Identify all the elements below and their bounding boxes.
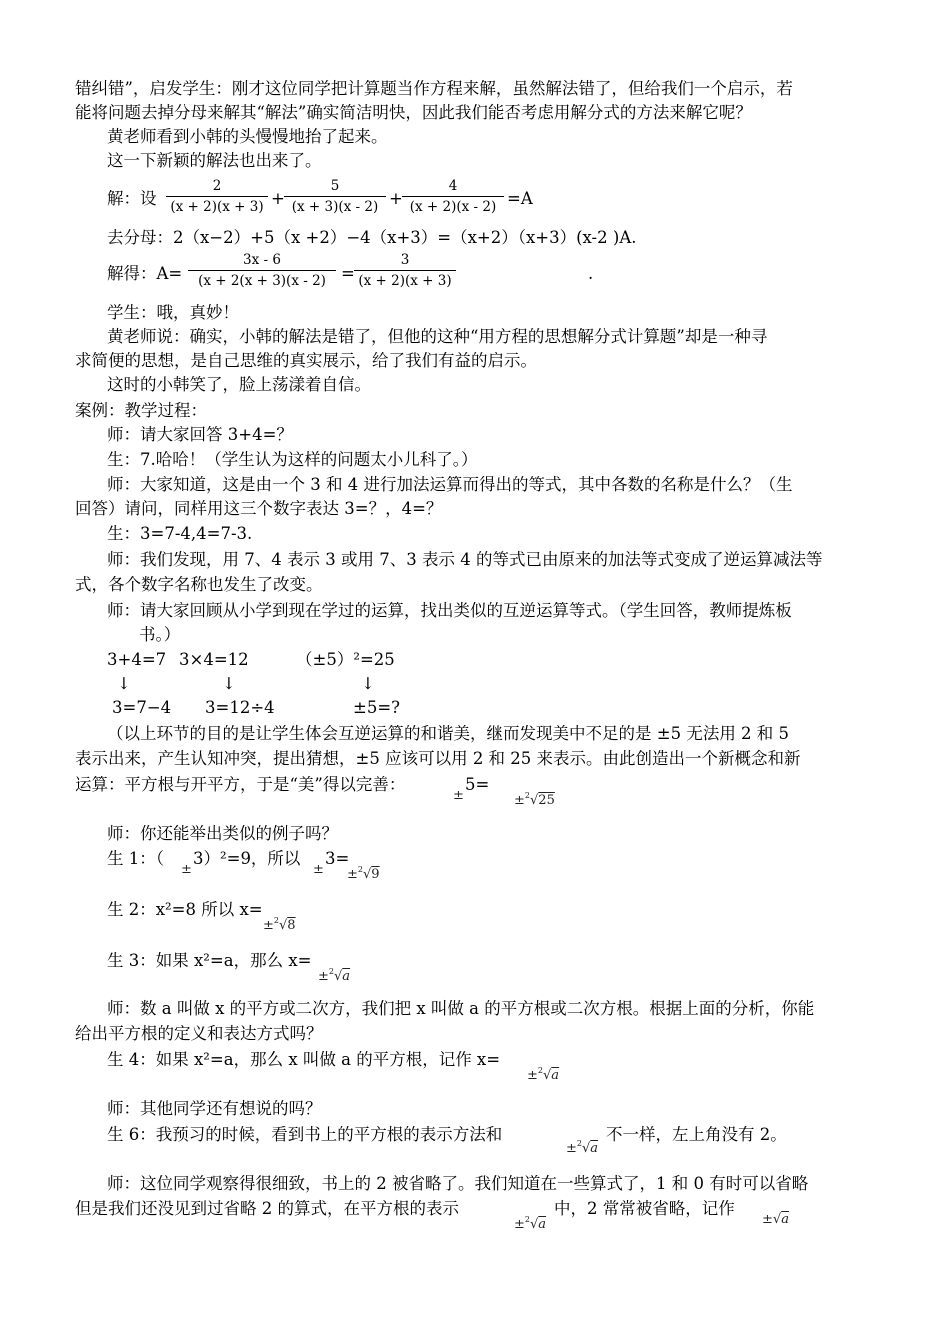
period: . xyxy=(588,264,594,283)
paragraph-line: 错纠错”，启发学生：刚才这位同学把计算题当作方程来解，虽然解法错了，但给我们一个启示，若 xyxy=(75,79,793,98)
radicand: a xyxy=(342,969,351,984)
radicand: a xyxy=(538,1217,547,1232)
radicand: 8 xyxy=(287,918,296,933)
paragraph-line: 师：其他同学还有想说的吗？ xyxy=(107,1099,322,1118)
paragraph-line: 师：这位同学观察得很细致，书上的 2 被省略了。我们知道在一些算式了，1 和 0 有时可以省略 xyxy=(107,1174,809,1193)
fraction-3 xyxy=(402,178,504,215)
paragraph-line: 表示出来，产生认知冲突，提出猜想，±5 应该可以用 2 和 25 来表示。由此创造出一个新概念和新 xyxy=(75,749,801,768)
root-expression: ±$^2$√a xyxy=(318,967,351,984)
equation: 3+4=7 xyxy=(107,650,167,669)
fraction-denominator: (x + 3)(x - 2) xyxy=(291,199,379,215)
fraction-4 xyxy=(188,252,336,289)
paragraph-line: 求简便的思想，是自己思维的真实展示，给了我们有益的启示。 xyxy=(75,351,537,370)
paragraph-line: 黄老师说：确实，小韩的解法是错了，但他的这种“用方程的思想解分式计算题”却是一种寻 xyxy=(107,327,768,346)
paragraph-line: 师：数 a 叫做 x 的平方或二次方，我们把 x 叫做 a 的平方根或二次方根。根据上面的分析，你能 xyxy=(107,999,815,1018)
radicand: 25 xyxy=(538,793,555,808)
root-index: 2 xyxy=(328,967,334,976)
fraction-denominator: (x + 2)(x + 3) xyxy=(170,199,264,215)
paragraph-line: 师：大家知道，这是由一个 3 和 4 进行加法运算而得出的等式，其中各数的名称是什么？（生 xyxy=(107,475,793,494)
paragraph-line: 回答）请问，同样用这三个数字表达 3=？，4=？ xyxy=(75,499,443,518)
fraction-numerator: 3x - 6 xyxy=(188,252,336,271)
equation: 3=7−4 xyxy=(112,698,172,717)
paragraph-line: 能将问题去掉分母来解其“解法”确实简洁明快，因此我们能否考虑用解分式的方法来解它呢？ xyxy=(75,103,752,122)
paragraph-line: 师：你还能举出类似的例子吗？ xyxy=(107,824,338,843)
root-index: 2 xyxy=(273,916,279,925)
student-answer: 生 3：如果 x²=a，那么 x= xyxy=(107,951,312,970)
plus-minus-sign: ± xyxy=(566,1141,577,1156)
radicand: a xyxy=(590,1141,599,1156)
section-heading: 案例：教学过程： xyxy=(75,401,207,420)
root-index: 2 xyxy=(524,1215,530,1224)
fraction-denominator: (x + 2)(x + 3) xyxy=(358,273,452,289)
solution-label: 解：设 xyxy=(107,189,157,208)
paragraph-line: 师：请大家回顾从小学到现在学过的运算，找出类似的互逆运算等式。（学生回答，教师提炼板 xyxy=(107,601,792,620)
student-answer: 生 1：（ xyxy=(107,849,164,868)
radicand: a xyxy=(781,1212,789,1227)
root-expression: ±$^2$√9 xyxy=(347,865,380,882)
fraction-numerator: 3 xyxy=(354,252,456,271)
solution-label: 解得：A= xyxy=(107,264,183,283)
paragraph-line: （以上环节的目的是让学生体会互逆运算的和谐美，继而发现美中不足的是 ±5 无法用 2 和 5 xyxy=(107,724,790,743)
paragraph-line: 师：我们发现，用 7、4 表示 3 或用 7、3 表示 4 的等式已由原来的加法等式变成了逆运算减法等 xyxy=(107,550,823,569)
fraction-5 xyxy=(354,252,456,289)
paragraph-line: 这时的小韩笑了，脸上荡漾着自信。 xyxy=(107,375,371,394)
paragraph-line: 生：7.哈哈！（学生认为这样的问题太小儿科了。） xyxy=(107,450,478,469)
paragraph-line: 学生：哦，真妙！ xyxy=(107,303,239,322)
root-expression: ±$^2$√a xyxy=(514,1215,547,1232)
fraction-1 xyxy=(166,178,268,215)
paragraph-line: 中，2 常常被省略，记作 xyxy=(554,1199,735,1218)
root-index: 2 xyxy=(537,1066,543,1075)
student-answer: 3= xyxy=(325,849,350,868)
fraction-numerator: 4 xyxy=(402,178,504,197)
equation: （±5）²=25 xyxy=(296,650,395,669)
plus-minus-sign: ± xyxy=(453,788,464,803)
paragraph-line: 运算：平方根与开平方，于是“美”得以完善： xyxy=(75,775,406,794)
fraction-numerator: 2 xyxy=(166,178,268,197)
student-answer: 生 2：x²=8 所以 x= xyxy=(107,900,263,919)
paragraph-line: 式，各个数字名称也发生了改变。 xyxy=(75,575,323,594)
plus-minus-sign: ± xyxy=(263,918,274,933)
root-expression: ±$^2$√a xyxy=(566,1139,599,1156)
equals-sign: = xyxy=(341,264,355,283)
fraction-2 xyxy=(284,178,386,215)
paragraph-line: 给出平方根的定义和表达方式吗？ xyxy=(75,1024,323,1043)
student-answer: 生 6：我预习的时候，看到书上的平方根的表示方法和 xyxy=(107,1125,503,1144)
plus-minus-sign: ± xyxy=(514,1217,525,1232)
plus-minus-sign: ± xyxy=(313,862,324,877)
paragraph-line: 去分母：2（x−2）+5（x +2）−4（x+3）=（x+2）（x+3）(x-2 )A. xyxy=(107,228,637,247)
root-index: 2 xyxy=(524,791,530,800)
fraction-denominator: (x + 2)(x - 2) xyxy=(409,199,497,215)
paragraph-line: 书。） xyxy=(139,625,181,644)
root-expression: ±$^2$√a xyxy=(527,1066,560,1083)
plus-minus-sign: ± xyxy=(762,1212,773,1227)
root-expression: ±$^2$√8 xyxy=(263,916,296,933)
radicand: a xyxy=(551,1068,560,1083)
root-expression: ±√a xyxy=(762,1212,789,1227)
plus-minus-sign: ± xyxy=(181,862,192,877)
plus-minus-sign: ± xyxy=(318,969,329,984)
root-expression: ±$^2$√25 xyxy=(514,791,555,808)
plus-minus-sign: ± xyxy=(347,867,358,882)
plus-sign: + xyxy=(271,189,285,208)
plus-sign: + xyxy=(389,189,403,208)
plus-minus-sign: ± xyxy=(514,793,525,808)
student-answer: 3）²=9，所以 xyxy=(193,849,301,868)
paragraph-line: 但是我们还没见到过省略 2 的算式，在平方根的表示 xyxy=(75,1199,459,1218)
student-answer: 不一样，左上角没有 2。 xyxy=(606,1125,787,1144)
equation: ±5=? xyxy=(353,698,400,717)
arrow-down-icon: ↓ xyxy=(361,674,375,693)
fraction-denominator: (x + 2(x + 3)(x - 2) xyxy=(198,273,326,289)
fraction-numerator: 5 xyxy=(284,178,386,197)
equation: 3=12÷4 xyxy=(205,698,275,717)
plus-minus-sign: ± xyxy=(527,1068,538,1083)
root-index: 2 xyxy=(576,1139,582,1148)
arrow-down-icon: ↓ xyxy=(222,674,236,693)
equals-a: =A xyxy=(507,189,533,208)
root-index: 2 xyxy=(357,865,363,874)
equation-fragment: 5= xyxy=(465,775,490,794)
paragraph-line: 师：请大家回答 3+4=？ xyxy=(107,425,293,444)
equation: 3×4=12 xyxy=(179,650,249,669)
paragraph-line: 这一下新颖的解法也出来了。 xyxy=(107,151,322,170)
paragraph-line: 黄老师看到小韩的头慢慢地抬了起来。 xyxy=(107,127,388,146)
student-answer: 生 4：如果 x²=a，那么 x 叫做 a 的平方根，记作 x= xyxy=(107,1050,501,1069)
arrow-down-icon: ↓ xyxy=(117,674,131,693)
paragraph-line: 生：3=7-4,4=7-3. xyxy=(107,524,253,543)
radicand: 9 xyxy=(371,867,380,882)
